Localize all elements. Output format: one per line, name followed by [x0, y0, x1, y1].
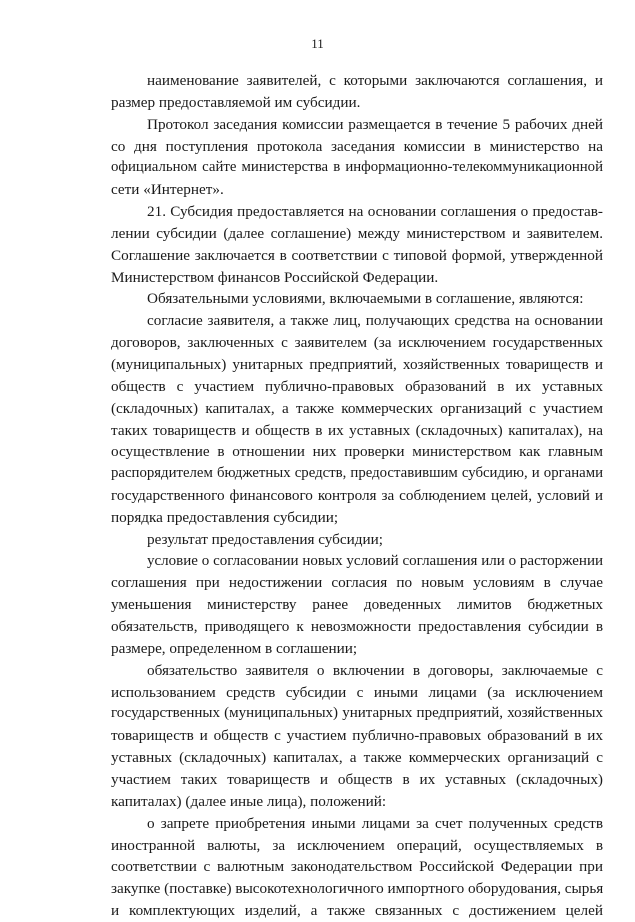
text-line: иностранной валюты, за исключением операций, осуществляемых в: [111, 836, 603, 854]
text-line: согласие заявителя, а также лиц, получающих средства на основании: [147, 312, 603, 330]
text-line: таких товариществ и обществ в их уставных (складочных) капиталах), на: [111, 421, 603, 439]
text-line: и комплектующих изделий, а также связанных с достижением целей: [111, 902, 603, 920]
text-line: соглашения при недостижении согласия по новым условиям в случае: [111, 574, 603, 592]
text-line: условие о согласовании новых условий соглашения или о расторжении: [147, 552, 603, 569]
text-line: 21. Субсидия предоставляется на основании соглашения о предостав-: [147, 203, 603, 221]
text-line: результат предоставления субсидии;: [147, 530, 383, 548]
text-line: уменьшения министерству ранее доведенных лимитов бюджетных: [111, 596, 603, 614]
text-line: наименование заявителей, с которыми заключаются соглашения, и: [147, 72, 603, 89]
text-line: со дня поступления протокола заседания комиссии в министерство на: [111, 137, 603, 155]
text-line: уставных (складочных) капиталах, а также коммерческих организаций с: [111, 749, 603, 767]
text-line: договоров, заключенных с заявителем (за исключением государственных: [111, 334, 603, 352]
text-line: (муниципальных) унитарных предприятий, хозяйственных товариществ и: [111, 355, 603, 373]
text-line: государственных (муниципальных) унитарных предприятий, хозяйственных: [111, 705, 603, 722]
text-line: порядка предоставления субсидии;: [111, 508, 339, 526]
text-line: распорядителем бюджетных средств, предоставившим субсидию, и органами: [111, 465, 603, 482]
text-line: лении субсидии (далее соглашение) между министерством и заявителем.: [111, 224, 603, 242]
text-line: Соглашение заключается в соответствии с типовой формой, утвержденной: [111, 246, 603, 264]
text-line: сети «Интернет».: [111, 181, 224, 199]
text-line: соответствии с валютным законодательством Российской Федерации при: [111, 858, 603, 876]
document-body-text: [111, 70, 603, 922]
text-line: товариществ и обществ с участием публично-правовых образований в их: [111, 727, 603, 745]
text-line: Обязательными условиями, включаемыми в соглашение, являются:: [147, 290, 584, 308]
text-line: размер предоставляемой им субсидии.: [111, 93, 361, 111]
text-line: о запрете приобретения иными лицами за счет полученных средств: [147, 814, 603, 832]
text-line: обязательство заявителя о включении в договоры, заключаемые с: [147, 661, 603, 679]
text-line: официальном сайте министерства в информационно-телекоммуникационной: [111, 159, 603, 176]
text-line: обществ с участием публично-правовых образований в их уставных: [111, 377, 603, 395]
text-line: Протокол заседания комиссии размещается в течение 5 рабочих дней: [147, 115, 603, 133]
text-line: государственного финансового контроля за соблюдением целей, условий и: [111, 487, 603, 505]
text-line: (складочных) капиталах, а также коммерческих организаций с участием: [111, 399, 603, 417]
text-line: размере, определенном в соглашении;: [111, 639, 358, 657]
text-line: капиталах) (далее иные лица), положений:: [111, 792, 387, 810]
text-line: осуществление в отношении них проверки министерством как главным: [111, 443, 603, 461]
text-line: использованием средств субсидии с иными лицами (за исключением: [111, 683, 603, 701]
text-line: закупке (поставке) высокотехнологичного импортного оборудования, сырья: [111, 880, 604, 898]
text-line: участием таких товариществ и обществ в их уставных (складочных): [111, 771, 603, 788]
text-line: обязательств, приводящего к невозможности предоставления субсидии в: [111, 618, 603, 636]
page-number: 11: [311, 36, 324, 51]
text-line: Министерством финансов Российской Федерации.: [111, 268, 439, 286]
